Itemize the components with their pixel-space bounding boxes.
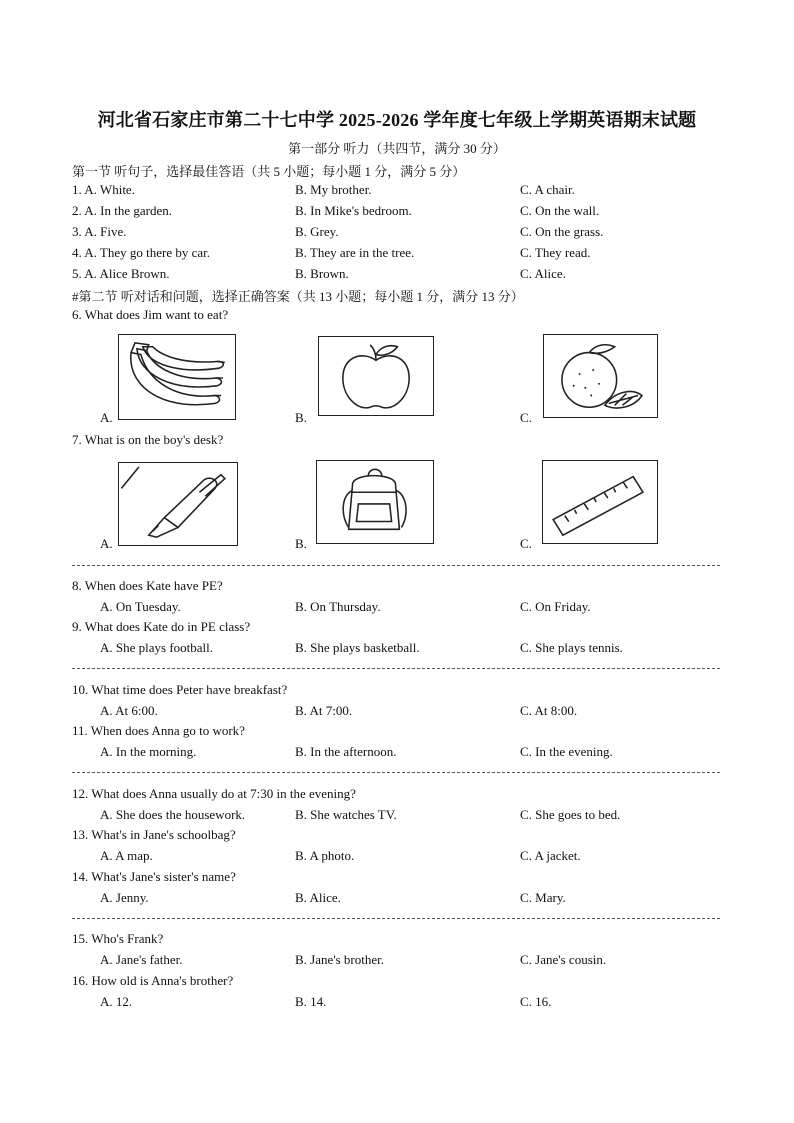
option-c[interactable]: C. Jane's cousin. [520, 952, 607, 967]
question-10: 10. What time does Peter have breakfast? [72, 682, 288, 697]
section1-heading: 第一节 听句子，选择最佳答语（共 5 小题；每小题 1 分，满分 5 分） [72, 164, 466, 179]
question-15: 15. Who's Frank? [72, 931, 164, 946]
option-a[interactable]: A. In the morning. [100, 744, 197, 759]
option-a[interactable]: 5. A. Alice Brown. [72, 266, 170, 281]
option-c[interactable]: C. In the evening. [520, 744, 613, 759]
schoolbag-icon[interactable] [316, 460, 434, 544]
option-b[interactable]: B. Grey. [295, 224, 339, 239]
question-6: 6. What does Jim want to eat? [72, 307, 229, 322]
option-c[interactable]: C. On the wall. [520, 203, 600, 218]
question-11: 11. When does Anna go to work? [72, 723, 245, 738]
option-b[interactable]: B. A photo. [295, 848, 355, 863]
option-a[interactable]: 4. A. They go there by car. [72, 245, 211, 260]
option-c[interactable]: C. She plays tennis. [520, 640, 623, 655]
option-a[interactable]: 2. A. In the garden. [72, 203, 173, 218]
option-b[interactable]: B. At 7:00. [295, 703, 353, 718]
option-a-label[interactable]: A. [100, 410, 113, 425]
option-c-label[interactable]: C. [520, 536, 532, 551]
option-c[interactable]: C. 16. [520, 994, 552, 1009]
option-b[interactable]: B. She plays basketball. [295, 640, 420, 655]
option-c[interactable]: C. On Friday. [520, 599, 591, 614]
divider [72, 565, 720, 566]
question-14: 14. What's Jane's sister's name? [72, 869, 236, 884]
option-a-label[interactable]: A. [100, 536, 113, 551]
option-a[interactable]: 3. A. Five. [72, 224, 127, 239]
apple-icon[interactable] [318, 336, 434, 416]
option-b[interactable]: B. On Thursday. [295, 599, 381, 614]
option-b[interactable]: B. In Mike's bedroom. [295, 203, 412, 218]
option-c-label[interactable]: C. [520, 410, 532, 425]
option-a[interactable]: A. Jane's father. [100, 952, 183, 967]
option-c[interactable]: C. She goes to bed. [520, 807, 621, 822]
section2-heading: #第二节 听对话和问题，选择正确答案（共 13 小题；每小题 1 分，满分 13 分） [72, 289, 524, 304]
option-c[interactable]: C. A jacket. [520, 848, 581, 863]
question-8: 8. When does Kate have PE? [72, 578, 223, 593]
option-b[interactable]: B. She watches TV. [295, 807, 397, 822]
option-c[interactable]: C. Alice. [520, 266, 566, 281]
option-a[interactable]: 1. A. White. [72, 182, 135, 197]
question-13: 13. What's in Jane's schoolbag? [72, 827, 236, 842]
question-7: 7. What is on the boy's desk? [72, 432, 224, 447]
divider [72, 772, 720, 773]
option-c[interactable]: C. On the grass. [520, 224, 604, 239]
option-c[interactable]: C. They read. [520, 245, 591, 260]
pen-icon[interactable] [118, 462, 238, 546]
banana-icon[interactable] [118, 334, 236, 420]
option-b[interactable]: B. In the afternoon. [295, 744, 397, 759]
option-b[interactable]: B. Brown. [295, 266, 349, 281]
divider [72, 918, 720, 919]
question-9: 9. What does Kate do in PE class? [72, 619, 251, 634]
option-c[interactable]: C. A chair. [520, 182, 575, 197]
option-c[interactable]: C. Mary. [520, 890, 566, 905]
page-title: 河北省石家庄市第二十七中学 2025-2026 学年度七年级上学期英语期末试题 [97, 110, 697, 130]
option-b[interactable]: B. Jane's brother. [295, 952, 384, 967]
option-b[interactable]: B. Alice. [295, 890, 341, 905]
option-b-label[interactable]: B. [295, 410, 307, 425]
option-c[interactable]: C. At 8:00. [520, 703, 578, 718]
option-a[interactable]: A. At 6:00. [100, 703, 158, 718]
option-a[interactable]: A. Jenny. [100, 890, 149, 905]
option-b-label[interactable]: B. [295, 536, 307, 551]
option-b[interactable]: B. They are in the tree. [295, 245, 415, 260]
question-16: 16. How old is Anna's brother? [72, 973, 234, 988]
option-b[interactable]: B. 14. [295, 994, 327, 1009]
option-a[interactable]: A. 12. [100, 994, 133, 1009]
orange-icon[interactable] [543, 334, 658, 418]
option-a[interactable]: A. A map. [100, 848, 153, 863]
option-a[interactable]: A. She does the housework. [100, 807, 246, 822]
option-b[interactable]: B. My brother. [295, 182, 372, 197]
part-heading: 第一部分 听力（共四节，满分 30 分） [288, 141, 506, 156]
question-12: 12. What does Anna usually do at 7:30 in the evening? [72, 786, 356, 801]
divider [72, 668, 720, 669]
option-a[interactable]: A. She plays football. [100, 640, 214, 655]
option-a[interactable]: A. On Tuesday. [100, 599, 181, 614]
ruler-icon[interactable] [542, 460, 658, 544]
